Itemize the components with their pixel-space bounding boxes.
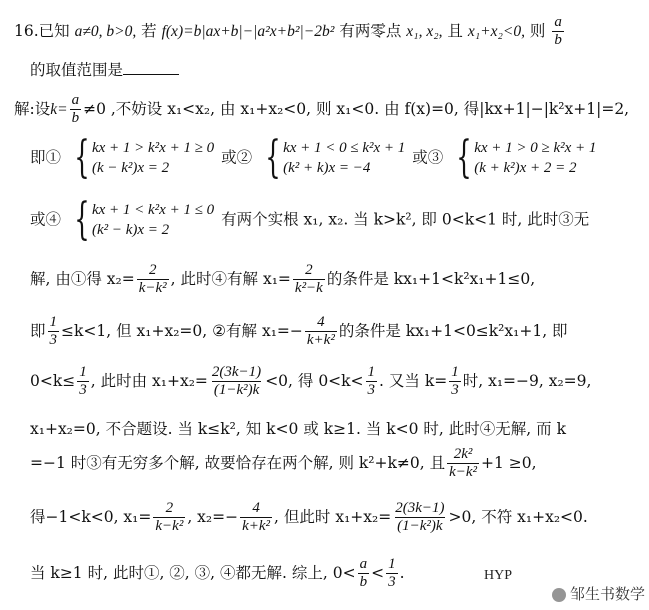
solution-line-4	[30, 262, 535, 298]
text: 有两个实根 x₁, x₂. 当 k>k², 即 0<k<1 时, 此时③无	[221, 210, 590, 229]
text: =−1 时③有无穷多个解, 故要恰存在两个解, 则 k²+k≠0, 且	[30, 453, 446, 472]
numerator: 2	[305, 262, 313, 278]
text: 且	[447, 21, 463, 40]
text: 或②	[221, 148, 253, 167]
text: 解:设	[14, 99, 51, 118]
problem-number: 16.	[14, 21, 39, 40]
author-stamp: HYP	[484, 568, 513, 583]
equation: kx + 1 < 0 ≤ k²x + 1	[283, 140, 406, 156]
text: , 但此时 x₁+x₂=	[274, 507, 392, 526]
equation: (k + k²)x + 2 = 2	[474, 160, 577, 177]
text: 的条件是 kx₁+1<k²x₁+1≤0,	[326, 269, 536, 288]
text: >0, 不符 x₁+x₂<0.	[448, 507, 588, 526]
text: 已知	[38, 21, 70, 40]
fraction	[137, 262, 169, 298]
equation: (k² + k)x = −4	[283, 160, 371, 177]
fraction	[240, 500, 272, 536]
solution-line-5	[30, 314, 568, 350]
math: x₁, x₂,	[406, 22, 443, 40]
equation: kx + 1 < k²x + 1 ≤ 0	[91, 202, 215, 218]
numerator: 2(3k−1)	[211, 364, 262, 380]
equation: kx + 1 > 0 ≥ k²x + 1	[474, 140, 597, 156]
fraction	[552, 14, 564, 50]
numerator: 1	[388, 556, 396, 572]
fraction	[77, 364, 89, 400]
text: , x₂=−	[187, 507, 239, 526]
numerator: 1	[79, 364, 87, 380]
text: 解, 由①得 x₂=	[30, 269, 135, 288]
denominator: 3	[367, 382, 376, 399]
numerator: 1	[49, 314, 58, 330]
system-3: { kx + 1 > 0 ≥ k²x + 1 (k + k²)x + 2 = 2	[456, 132, 597, 184]
text: 的取值范围是	[30, 61, 124, 79]
text: <0, 得 0<k<	[265, 371, 364, 390]
system-2: { kx + 1 < 0 ≤ k²x + 1 (k² + k)x = −4	[265, 132, 406, 184]
denominator: k−k²	[138, 280, 167, 297]
text: 或④	[30, 210, 62, 229]
numerator: 4	[317, 314, 325, 330]
text: 有两零点	[339, 21, 402, 40]
text: ≤k<1, 但 x₁+x₂=0, ②有解 x₁=−	[61, 321, 303, 340]
text: 当 k≥1 时, 此时①, ②, ③, ④都无解. 综上, 0<	[30, 563, 356, 582]
text: 即①	[30, 148, 62, 167]
text: . 又当 k=	[379, 371, 448, 390]
math: x₁+x₂<0,	[467, 22, 525, 40]
wechat-logo-icon	[552, 588, 566, 602]
fraction	[210, 364, 263, 400]
text: 则	[529, 21, 546, 40]
text: 即	[30, 321, 46, 340]
numerator: 1	[451, 364, 459, 380]
solution-line-7	[30, 420, 566, 439]
text: 时, x₁=−9, x₂=9,	[462, 371, 592, 390]
numerator: 2(3k−1)	[395, 500, 445, 516]
math: f(x)=b|ax+b|−|a²x+b²|−2b²	[161, 22, 335, 40]
fraction	[293, 262, 325, 298]
solution-line-3	[30, 194, 590, 246]
text: 或③	[412, 148, 444, 167]
text: 得−1<k<0, x₁=	[30, 507, 152, 526]
numerator: 2	[165, 500, 174, 516]
text: , 此时④有解 x₁=	[170, 269, 291, 288]
denominator: 3	[79, 382, 87, 399]
problem-line-2	[30, 60, 179, 80]
denominator: b	[554, 32, 562, 49]
watermark	[552, 583, 645, 604]
equation: kx + 1 > k²x + 1 ≥ 0	[91, 140, 215, 156]
denominator: (1−k²)k	[397, 518, 443, 535]
text: x₁+x₂=0, 不合题设. 当 k≤k², 知 k<0 或 k≥1. 当 k<0 时, 此时④无解, 而 k	[30, 420, 566, 438]
system-4: { kx + 1 < k²x + 1 ≤ 0 (k² − k)x = 2	[74, 194, 215, 246]
math: a≠0, b>0,	[74, 22, 137, 40]
numerator: a	[554, 14, 562, 30]
fraction	[48, 314, 60, 350]
denominator: k−k²	[449, 464, 478, 481]
fraction	[358, 556, 370, 592]
text: 若	[141, 21, 157, 40]
fraction	[393, 500, 446, 536]
solution-line-9	[30, 500, 588, 536]
numerator: 1	[367, 364, 376, 380]
denominator: k+k²	[242, 518, 271, 535]
solution-line-1	[14, 92, 629, 128]
equation: (k² − k)x = 2	[91, 222, 170, 239]
text: +1 ≥0,	[481, 453, 537, 472]
system-1: { kx + 1 > k²x + 1 ≥ 0 (k − k²)x = 2	[74, 132, 215, 184]
text: 0<k≤	[30, 371, 76, 390]
denominator: k−k²	[155, 518, 184, 535]
text: 的条件是 kx₁+1<0≤k²x₁+1, 即	[338, 321, 568, 340]
fraction	[153, 500, 185, 536]
denominator: k+k²	[306, 332, 335, 349]
numerator: 4	[252, 500, 260, 516]
denominator: k²−k	[294, 280, 323, 297]
fraction	[449, 364, 461, 400]
fraction	[305, 314, 337, 350]
numerator: a	[359, 556, 368, 572]
text: <	[371, 563, 385, 582]
solution-line-2	[30, 132, 598, 184]
numerator: 2k²	[453, 446, 473, 462]
numerator: a	[71, 92, 80, 108]
math: k=	[50, 100, 68, 118]
fraction	[386, 556, 398, 592]
solution-line-6	[30, 364, 591, 400]
denominator: b	[359, 574, 368, 591]
denominator: 3	[49, 332, 58, 349]
denominator: 3	[388, 574, 396, 591]
text: ≠0 ,不妨设 x₁<x₂, 由 x₁+x₂<0, 则 x₁<0. 由 f(x)=0, 得|kx+1|−|k²x+1|=2,	[83, 99, 630, 118]
numerator: 2	[148, 262, 157, 278]
denominator: 3	[451, 382, 459, 399]
solution-line-10	[30, 556, 405, 592]
watermark-text: 邹生书数学	[569, 585, 645, 603]
text: .	[399, 563, 405, 582]
equation: (k − k²)x = 2	[91, 160, 170, 177]
fraction	[70, 92, 82, 128]
solution-line-8	[30, 446, 537, 482]
denominator: (1−k²)k	[213, 382, 260, 399]
fraction	[447, 446, 479, 482]
text: , 此时由 x₁+x₂=	[90, 371, 208, 390]
problem-line-1	[14, 14, 566, 50]
fraction	[366, 364, 378, 400]
answer-blank	[123, 60, 179, 75]
denominator: b	[71, 110, 80, 127]
